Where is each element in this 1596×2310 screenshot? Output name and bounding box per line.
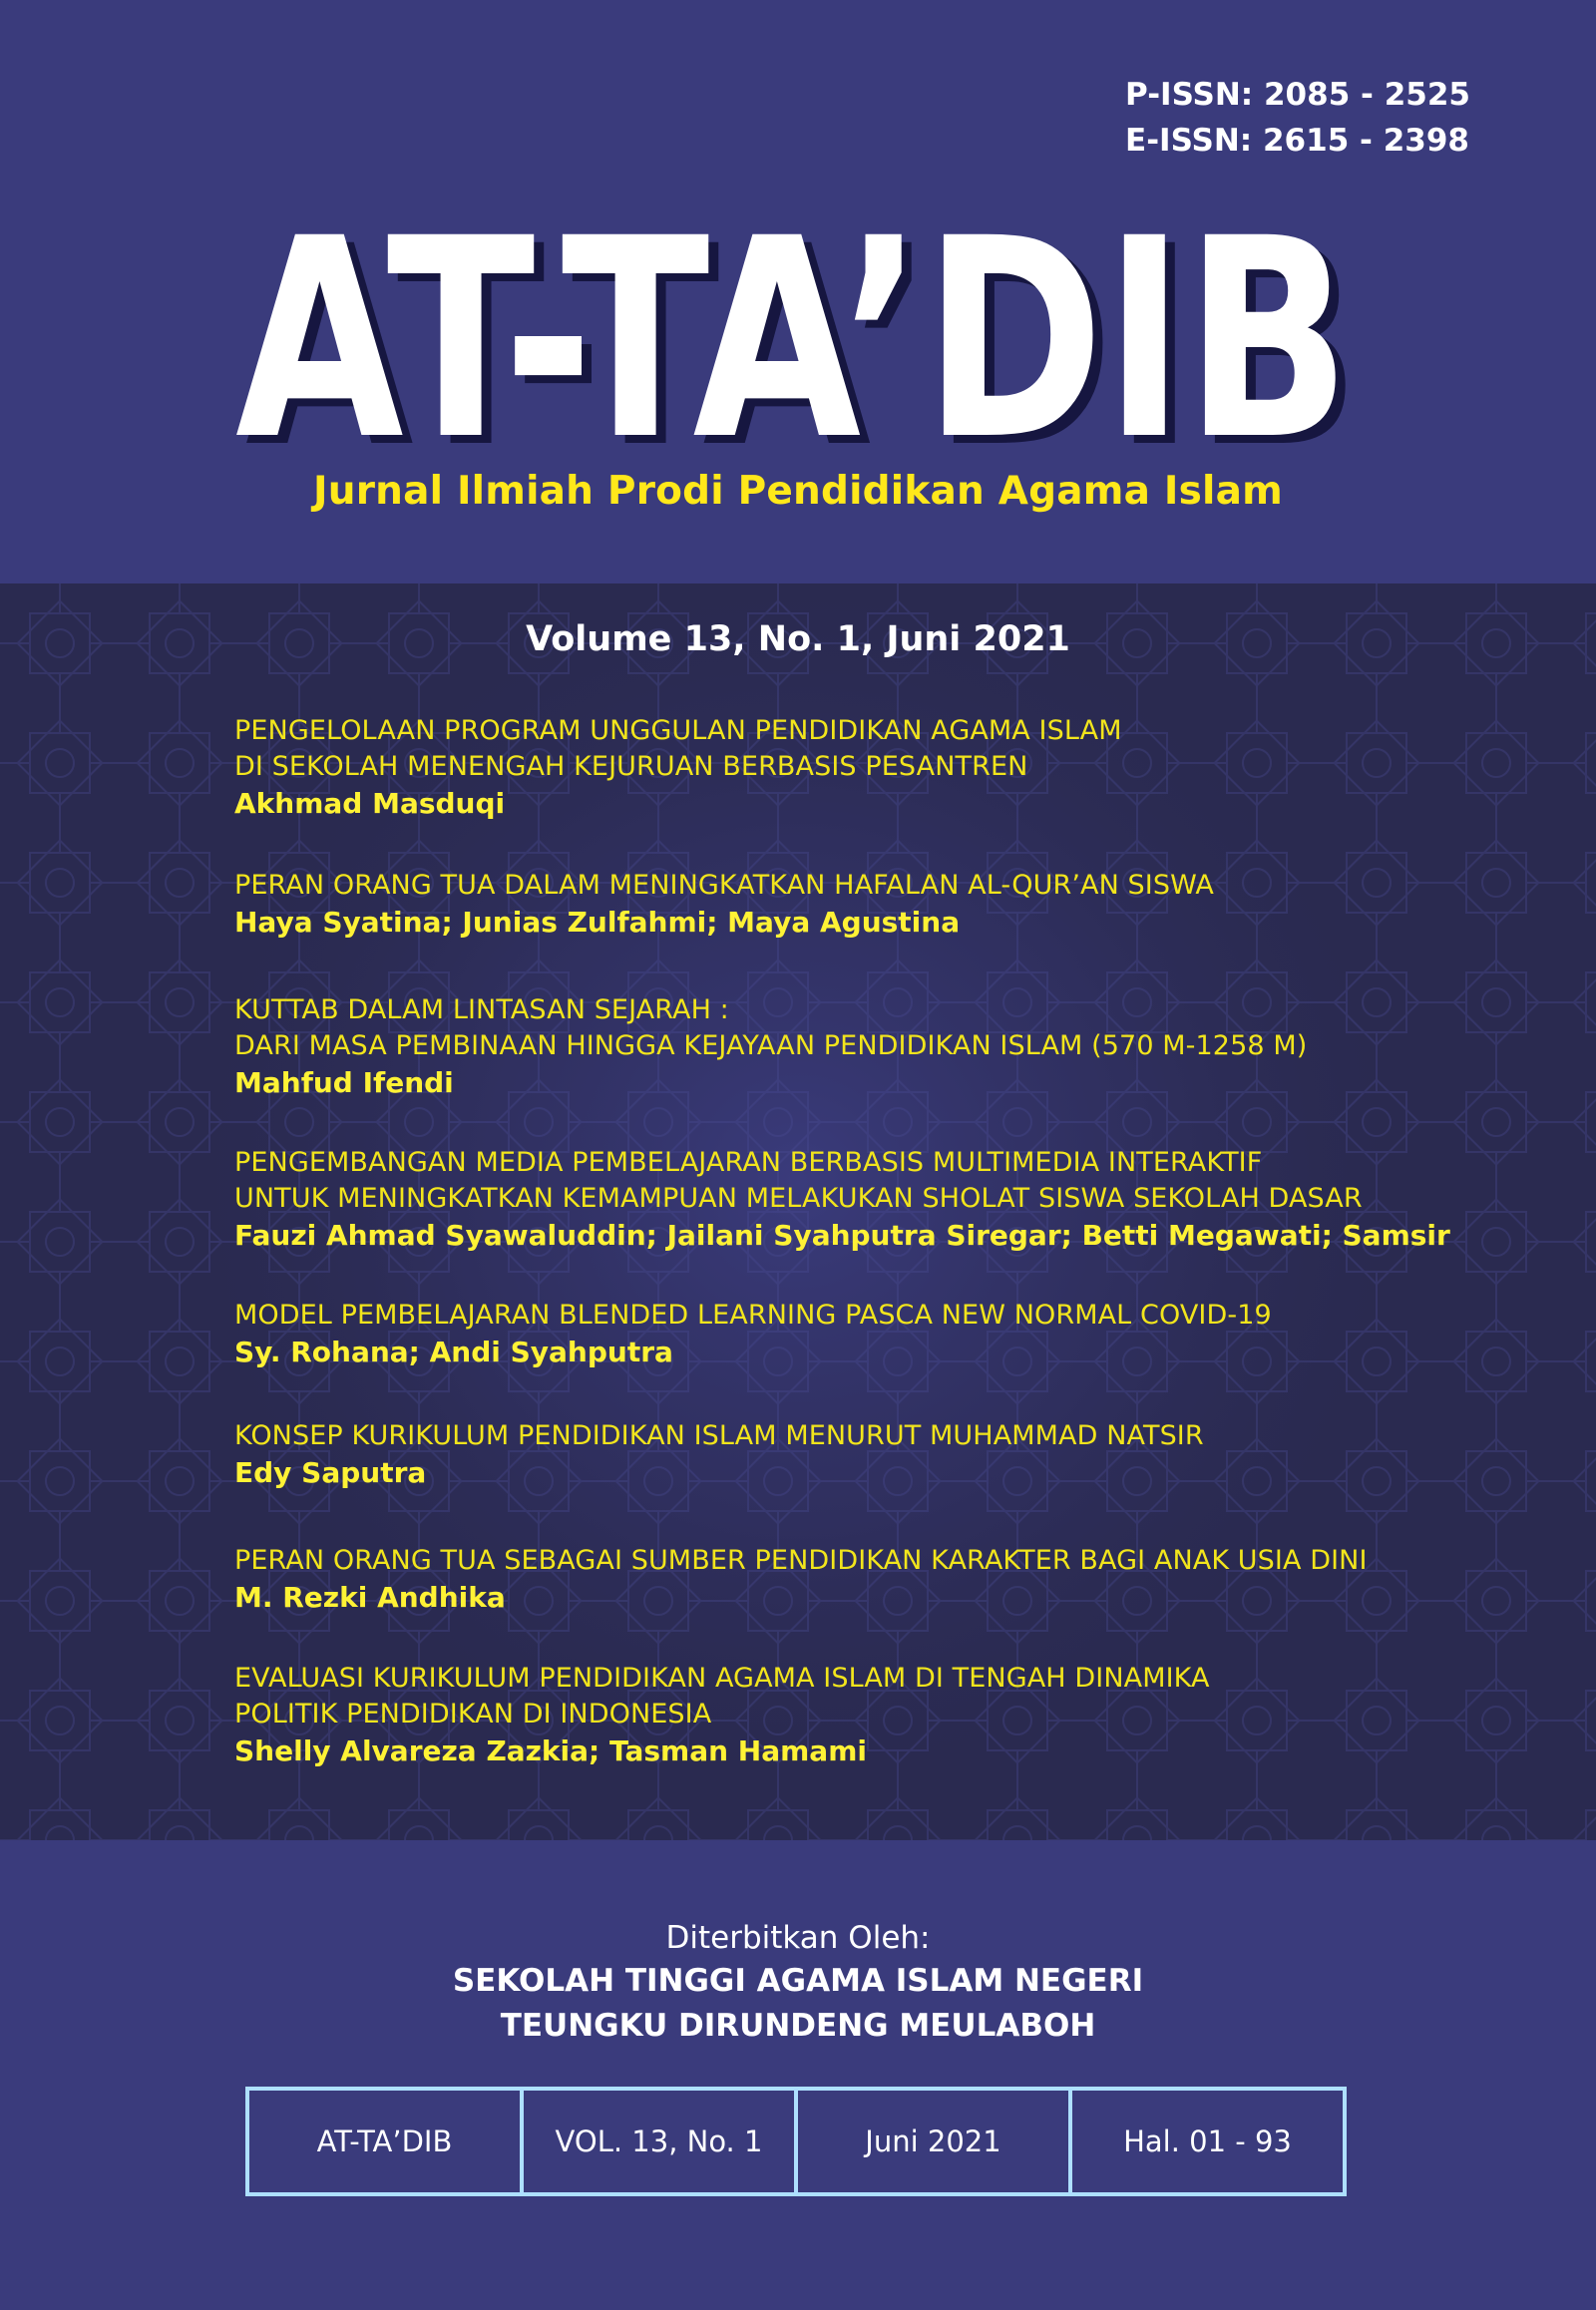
issn-block <box>1125 72 1470 164</box>
article-title: PERAN ORANG TUA DALAM MENINGKATKAN HAFALAN AL-QUR’AN SISWA <box>234 870 1214 901</box>
article-entry <box>234 1543 1451 1617</box>
article-entry <box>234 1661 1451 1770</box>
article-entry <box>234 992 1451 1102</box>
article-authors: Edy Saputra <box>234 1456 427 1489</box>
electronic-issn: E-ISSN: 2615 - 2398 <box>1125 123 1469 159</box>
article-authors: Fauzi Ahmad Syawaluddin; Jailani Syahputra Siregar; Betti Megawati; Samsir <box>234 1219 1450 1252</box>
issue-info-table <box>245 2087 1347 2196</box>
article-authors: Haya Syatina; Junias Zulfahmi; Maya Agustina <box>234 906 961 939</box>
article-authors: Sy. Rohana; Andi Syahputra <box>234 1336 673 1368</box>
cover-header <box>0 0 1596 583</box>
article-authors: M. Rezki Andhika <box>234 1581 506 1614</box>
article-authors: Mahfud Ifendi <box>234 1066 454 1099</box>
cover-footer <box>0 1840 1596 2310</box>
article-entry <box>234 1418 1451 1492</box>
publisher-name: TEUNGKU DIRUNDENG MEULABOH <box>500 2008 1096 2044</box>
article-title: KONSEP KURIKULUM PENDIDIKAN ISLAM MENURUT MUHAMMAD NATSIR <box>234 1420 1204 1451</box>
article-title: MODEL PEMBELAJARAN BLENDED LEARNING PASCA NEW NORMAL COVID-19 <box>234 1300 1272 1331</box>
masthead-title: AT-TA’DIB <box>235 197 1351 467</box>
article-authors: Shelly Alvareza Zazkia; Tasman Hamami <box>234 1734 867 1767</box>
info-pages: Hal. 01 - 93 <box>1123 2124 1292 2158</box>
info-volume: VOL. 13, No. 1 <box>524 2091 798 2192</box>
publisher-label: Diterbitkan Oleh: <box>665 1920 931 1956</box>
info-date: Juni 2021 <box>798 2091 1072 2192</box>
journal-subtitle: Jurnal Ilmiah Prodi Pendidikan Agama Islam <box>313 469 1283 514</box>
article-entry <box>234 868 1451 942</box>
volume-issue-line: Volume 13, No. 1, Juni 2021 <box>526 619 1070 659</box>
article-authors: Akhmad Masduqi <box>234 787 506 820</box>
article-title: PERAN ORANG TUA SEBAGAI SUMBER PENDIDIKAN KARAKTER BAGI ANAK USIA DINI <box>234 1545 1368 1576</box>
article-entry <box>234 713 1451 823</box>
article-title: PENGEMBANGAN MEDIA PEMBELAJARAN BERBASIS MULTIMEDIA INTERAKTIF UNTUK MENINGKATKAN KEMAMPUAN MELAKUKAN SHOLAT SISWA SEKOLAH DASAR <box>234 1147 1363 1214</box>
article-title: KUTTAB DALAM LINTASAN SEJARAH : DARI MASA PEMBINAAN HINGGA KEJAYAAN PENDIDIKAN ISLAM (570 M-1258 M) <box>234 994 1308 1061</box>
article-entry <box>234 1145 1451 1255</box>
table-of-contents <box>0 583 1596 1840</box>
masthead-svg <box>231 197 1379 467</box>
article-title: PENGELOLAAN PROGRAM UNGGULAN PENDIDIKAN AGAMA ISLAM DI SEKOLAH MENENGAH KEJURUAN BERBASIS PESANTREN <box>234 715 1122 782</box>
masthead-title-shadow: AT-TA’DIB <box>245 197 1361 467</box>
article-title: EVALUASI KURIKULUM PENDIDIKAN AGAMA ISLAM DI TENGAH DINAMIKA POLITIK PENDIDIKAN DI INDONESIA <box>234 1663 1210 1730</box>
info-journal-name: AT-TA’DIB <box>249 2091 524 2192</box>
print-issn: P-ISSN: 2085 - 2525 <box>1125 77 1470 113</box>
publisher-name: SEKOLAH TINGGI AGAMA ISLAM NEGERI <box>452 1963 1144 1999</box>
journal-masthead <box>231 197 1379 467</box>
article-entry <box>234 1298 1451 1371</box>
